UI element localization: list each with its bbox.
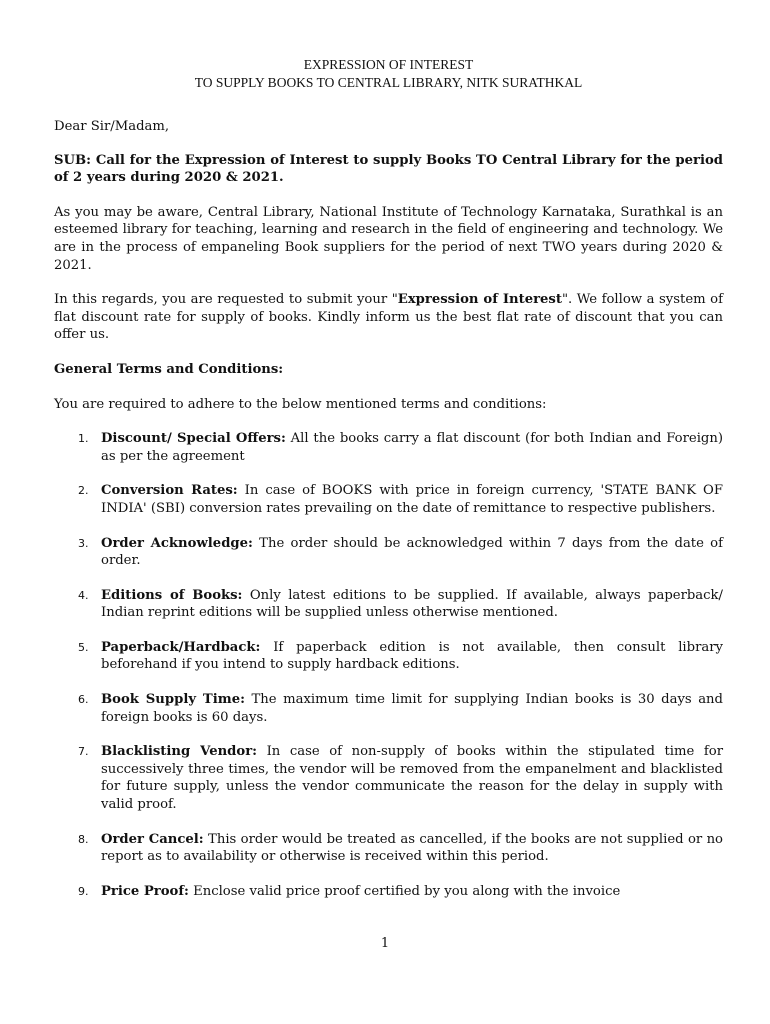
term-item: [54, 743, 723, 813]
document-title: [54, 56, 723, 92]
terms-list: [54, 430, 723, 900]
term-label: Paperback/Hardback:: [101, 639, 261, 655]
term-item: [54, 587, 723, 622]
term-label: Editions of Books:: [101, 587, 243, 603]
title-line-1: EXPRESSION OF INTEREST: [303, 57, 474, 72]
term-number: 3.: [78, 536, 89, 550]
term-label: Order Acknowledge:: [101, 535, 253, 551]
term-text: If paperback edition is not available, then consult library beforehand if you intend to supply hardback editions.: [101, 639, 723, 673]
term-number: 9.: [78, 884, 89, 898]
request-paragraph: [54, 291, 723, 344]
request-text-end: ". We follow a system of flat discount rate for supply of books. Kindly inform us the best flat rate of discount that you can offer us.: [54, 292, 723, 343]
term-number: 1.: [78, 432, 89, 446]
term-label: Order Cancel:: [101, 831, 204, 847]
term-item: [54, 430, 723, 465]
title-line-2: TO SUPPLY BOOKS TO CENTRAL LIBRARY, NITK SURATHKAL: [194, 75, 583, 90]
term-label: Book Supply Time:: [101, 692, 245, 708]
intro-paragraph: As you may be aware, Central Library, National Institute of Technology Karnataka, Surathkal is an esteemed library for teaching, learning and research in the field of engineering and technology. We are in the process of empaneling Book suppliers for the period of next TWO years during 2020 & 2021.: [54, 204, 723, 273]
term-number: 4.: [78, 588, 89, 602]
terms-intro: You are required to adhere to the below mentioned terms and conditions:: [54, 396, 547, 412]
term-label: Price Proof:: [101, 883, 189, 899]
term-text: The order should be acknowledged within 7 days from the date of order.: [101, 535, 723, 569]
term-label: Conversion Rates:: [101, 483, 238, 499]
term-item: [54, 691, 723, 726]
subject-line: SUB: Call for the Expression of Interest to supply Books TO Central Library for the period of 2 years during 2020 & 2021.: [54, 152, 723, 186]
term-item: [54, 831, 723, 866]
term-item: [54, 482, 723, 517]
term-item: [54, 883, 723, 901]
salutation: Dear Sir/Madam,: [54, 119, 170, 134]
term-text: This order would be treated as cancelled, if the books are not supplied or no report as to availability or otherwise is received within this period.: [101, 831, 723, 865]
term-text: Enclose valid price proof certified by you along with the invoice: [188, 883, 621, 899]
term-number: 6.: [78, 693, 89, 707]
term-text: The maximum time limit for supplying Indian books is 30 days and foreign books is 60 days.: [101, 692, 723, 725]
term-item: [54, 535, 723, 570]
document-page: [54, 56, 723, 917]
term-number: 8.: [78, 832, 89, 846]
term-item: [54, 639, 723, 674]
request-text-start: In this regards, you are requested to submit your ": [54, 292, 398, 308]
request-text-bold: Expression of Interest: [397, 292, 562, 308]
term-text: In case of BOOKS with price in foreign currency, 'STATE BANK OF INDIA' (SBI) conversion rates prevailing on the date of remittance to respective publishers.: [101, 483, 724, 516]
term-number: 7.: [78, 745, 89, 759]
term-label: Blacklisting Vendor:: [101, 744, 258, 760]
term-number: 5.: [78, 640, 89, 654]
term-number: 2.: [78, 484, 89, 498]
term-label: Discount/ Special Offers:: [101, 431, 286, 447]
term-text: Only latest editions to be supplied. If available, always paperback/ Indian reprint editions will be supplied unless otherwise mentioned.: [101, 587, 723, 621]
terms-heading: General Terms and Conditions:: [54, 361, 284, 377]
term-text: All the books carry a flat discount (for both Indian and Foreign) as per the agreement: [101, 431, 723, 464]
term-text: In case of non-supply of books within the stipulated time for successively three times, the vendor will be removed from the empanelment and blacklisted for future supply, unless the vendor communicate the reason for the delay in supply with valid proof.: [101, 744, 723, 813]
page-number: 1: [380, 936, 390, 951]
